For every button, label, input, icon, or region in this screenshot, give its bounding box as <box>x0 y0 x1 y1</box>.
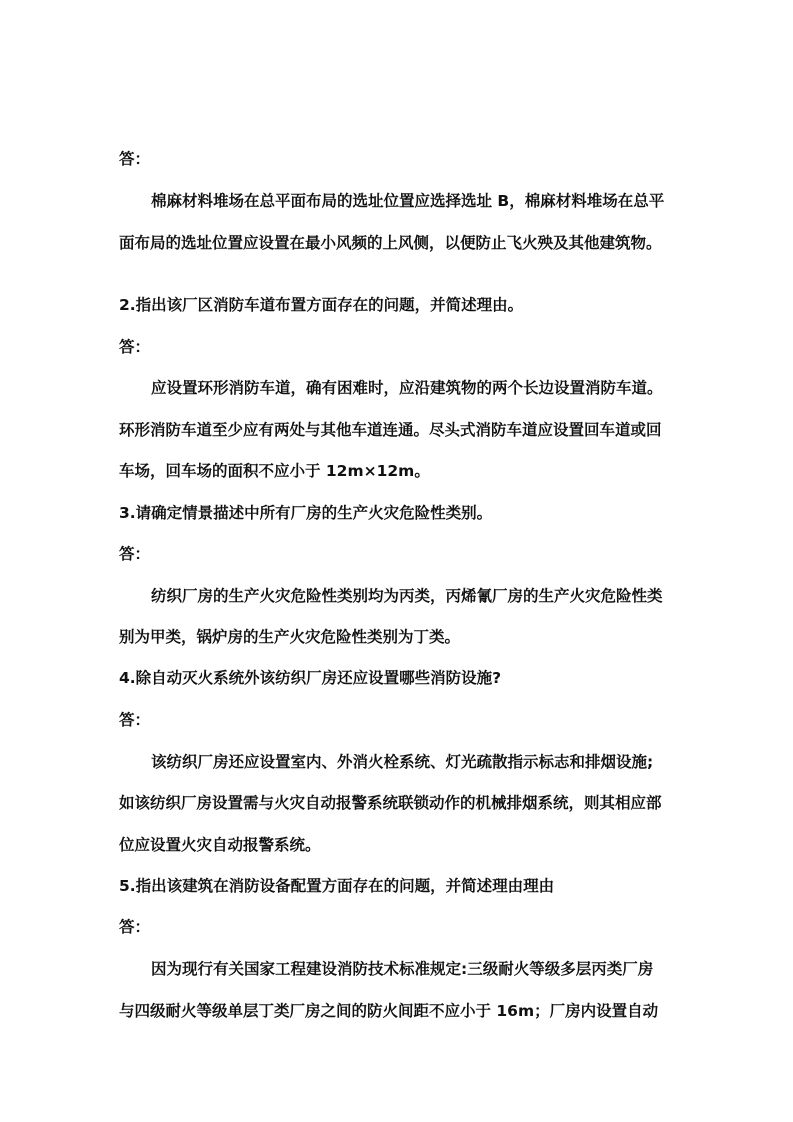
answer-label: 答： <box>119 545 151 563</box>
question-heading: 2.指出该厂区消防车道布置方面存在的问题，并简述理由。 <box>119 296 524 314</box>
paragraph-line: 位应设置火灾自动报警系统。 <box>119 836 321 854</box>
answer-label: 答： <box>119 918 151 936</box>
paragraph-line: 棉麻材料堆场在总平面布局的选址位置应选择选址 B，棉麻材料堆场在总平 <box>151 192 665 210</box>
paragraph-line: 因为现行有关国家工程建设消防技术标准规定:三级耐火等级多层丙类厂房 <box>151 960 654 978</box>
question-heading: 5.指出该建筑在消防设备配置方面存在的问题，并简述理由理由 <box>119 877 555 895</box>
answer-label: 答： <box>119 711 151 729</box>
question-heading: 4.除自动灭火系统外该纺织厂房还应设置哪些消防设施? <box>119 669 502 687</box>
paragraph-line: 别为甲类，锅炉房的生产火灾危险性类别为丁类。 <box>119 628 461 646</box>
paragraph-line: 与四级耐火等级单层丁类厂房之间的防火间距不应小于 16m；厂房内设置自动 <box>119 1002 659 1020</box>
paragraph-line: 环形消防车道至少应有两处与其他车道连通。尽头式消防车道应设置回车道或回 <box>119 421 662 439</box>
question-heading: 3.请确定情景描述中所有厂房的生产火灾危险性类别。 <box>119 504 493 522</box>
paragraph-line: 面布局的选址位置应设置在最小风频的上风侧，以便防止飞火殃及其他建筑物。 <box>119 234 662 252</box>
paragraph-line: 纺织厂房的生产火灾危险性类别均为丙类，丙烯氰厂房的生产火灾危险性类 <box>151 587 663 605</box>
answer-label: 答： <box>119 338 151 356</box>
paragraph-line: 如该纺织厂房设置需与火灾自动报警系统联锁动作的机械排烟系统，则其相应部 <box>119 794 662 812</box>
paragraph-line: 应设置环形消防车道，确有困难时，应沿建筑物的两个长边设置消防车道。 <box>151 379 663 397</box>
answer-label: 答： <box>119 150 151 168</box>
paragraph-line: 车场，回车场的面积不应小于 12m×12m。 <box>119 462 430 480</box>
paragraph-line: 该纺织厂房还应设置室内、外消火栓系统、灯光疏散指示标志和排烟设施; <box>151 753 654 771</box>
